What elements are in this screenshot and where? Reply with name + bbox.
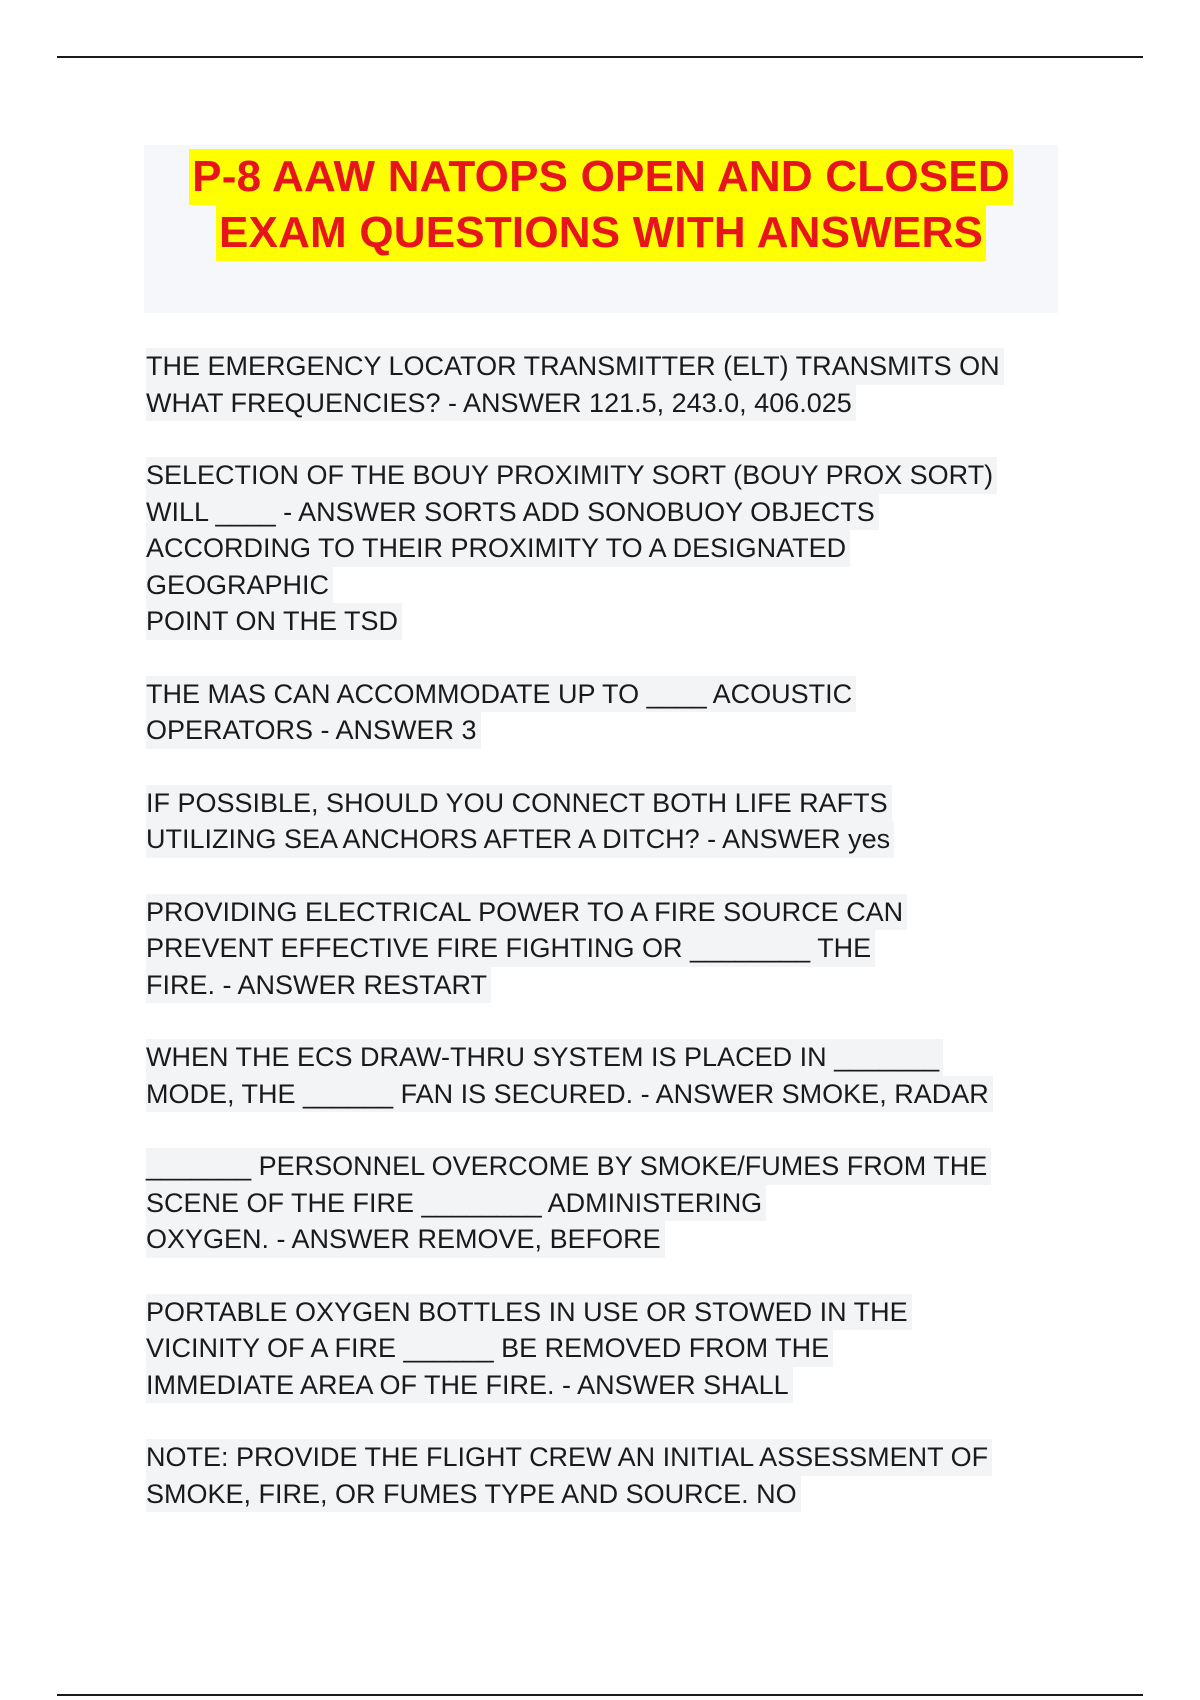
- qa-item: [146, 1294, 1066, 1404]
- qa-line: VICINITY OF A FIRE ______ BE REMOVED FROM THE: [146, 1330, 833, 1367]
- qa-item: [146, 457, 1066, 640]
- qa-item: [146, 1039, 1066, 1112]
- qa-line: OPERATORS - ANSWER 3: [146, 712, 481, 749]
- qa-line: PREVENT EFFECTIVE FIRE FIGHTING OR ________ THE: [146, 930, 875, 967]
- bottom-rule: [57, 1694, 1143, 1696]
- qa-line: WHEN THE ECS DRAW-THRU SYSTEM IS PLACED IN _______: [146, 1039, 943, 1076]
- qa-line: IF POSSIBLE, SHOULD YOU CONNECT BOTH LIFE RAFTS: [146, 785, 892, 822]
- title-line-1: P-8 AAW NATOPS OPEN AND CLOSED: [189, 149, 1013, 205]
- qa-line: THE MAS CAN ACCOMMODATE UP TO ____ ACOUSTIC: [146, 676, 856, 713]
- qa-line: WHAT FREQUENCIES? - ANSWER 121.5, 243.0, 406.025: [146, 385, 856, 422]
- title-line-2: EXAM QUESTIONS WITH ANSWERS: [216, 205, 986, 261]
- qa-line: PORTABLE OXYGEN BOTTLES IN USE OR STOWED IN THE: [146, 1294, 912, 1331]
- qa-line: _______ PERSONNEL OVERCOME BY SMOKE/FUMES FROM THE: [146, 1148, 991, 1185]
- qa-line: SCENE OF THE FIRE ________ ADMINISTERING: [146, 1185, 766, 1222]
- qa-line: IMMEDIATE AREA OF THE FIRE. - ANSWER SHALL: [146, 1367, 793, 1404]
- qa-line: OXYGEN. - ANSWER REMOVE, BEFORE: [146, 1221, 665, 1258]
- qa-line: THE EMERGENCY LOCATOR TRANSMITTER (ELT) TRANSMITS ON: [146, 348, 1004, 385]
- qa-line: FIRE. - ANSWER RESTART: [146, 967, 491, 1004]
- qa-line: SMOKE, FIRE, OR FUMES TYPE AND SOURCE. NO: [146, 1476, 801, 1513]
- qa-list: [146, 348, 1066, 1548]
- qa-line: ACCORDING TO THEIR PROXIMITY TO A DESIGNATED: [146, 530, 850, 567]
- qa-line: NOTE: PROVIDE THE FLIGHT CREW AN INITIAL ASSESSMENT OF: [146, 1439, 992, 1476]
- qa-line: GEOGRAPHIC: [146, 567, 333, 604]
- qa-item: [146, 676, 1066, 749]
- qa-item: [146, 894, 1066, 1004]
- qa-line: UTILIZING SEA ANCHORS AFTER A DITCH? - ANSWER yes: [146, 821, 894, 858]
- qa-line: PROVIDING ELECTRICAL POWER TO A FIRE SOURCE CAN: [146, 894, 907, 931]
- qa-item: [146, 348, 1066, 421]
- qa-line: WILL ____ - ANSWER SORTS ADD SONOBUOY OBJECTS: [146, 494, 879, 531]
- qa-item: [146, 1439, 1066, 1512]
- top-rule: [57, 56, 1143, 58]
- qa-line: MODE, THE ______ FAN IS SECURED. - ANSWER SMOKE, RADAR: [146, 1076, 993, 1113]
- qa-line: POINT ON THE TSD: [146, 603, 402, 640]
- qa-line: SELECTION OF THE BOUY PROXIMITY SORT (BOUY PROX SORT): [146, 457, 997, 494]
- document-title: [144, 145, 1058, 313]
- qa-item: [146, 785, 1066, 858]
- qa-item: [146, 1148, 1066, 1258]
